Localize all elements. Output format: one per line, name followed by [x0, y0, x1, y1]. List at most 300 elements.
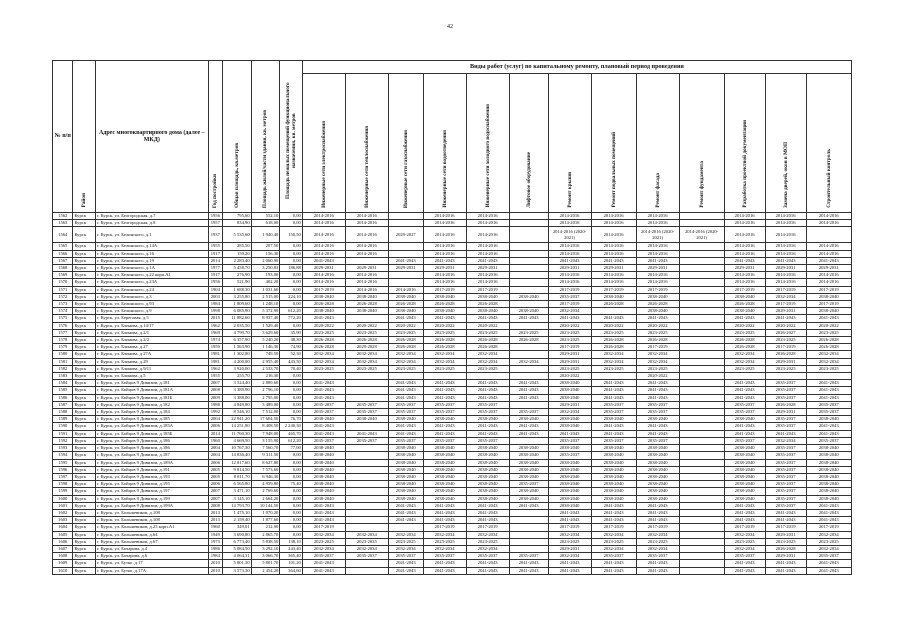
- row-work-period: [679, 243, 724, 250]
- row-work-period: 2023-2025: [765, 337, 806, 344]
- row-work-period: 2017-2019: [423, 524, 466, 531]
- row-work-period: 2035-2037: [388, 437, 423, 444]
- row-work-period: [679, 445, 724, 452]
- row-work-period: [388, 272, 423, 279]
- row-living-area: 1 529,40: [251, 322, 280, 329]
- row-work-period: 2029-2031: [423, 265, 466, 272]
- row-work-period: 2026-2028: [466, 337, 509, 344]
- row-work-period: 2032-2034: [636, 351, 679, 358]
- row-address: г. Курск, ул. Бутко, д.17: [95, 560, 208, 567]
- row-work-period: 2020-2022: [302, 322, 345, 329]
- row-work-period: 2038-2040: [466, 481, 509, 488]
- row-nonres-area: 772,20: [280, 315, 303, 322]
- row-work-period: 2035-2037: [591, 409, 636, 416]
- row-work-period: 2038-2040: [724, 488, 765, 495]
- row-work-period: 2038-2040: [724, 495, 765, 502]
- row-work-period: 2038-2040: [466, 416, 509, 423]
- row-work-period: 2014-2016: [548, 272, 591, 279]
- row-work-period: 2023-2025: [388, 538, 423, 545]
- row-work-period: 2026-2028: [466, 301, 509, 308]
- row-work-period: 2029-2031: [765, 531, 806, 538]
- row-total-area: 5 535,60: [222, 227, 251, 243]
- row-year: 2013: [208, 517, 222, 524]
- row-work-period: 2041-2043: [423, 509, 466, 516]
- row-living-area: 5 240,20: [251, 337, 280, 344]
- header-address: Адрес многоквартирного дома (далее – МКД): [95, 61, 208, 213]
- row-work-period: 2032-2034: [724, 351, 765, 358]
- row-work-period: 2032-2034: [591, 545, 636, 552]
- row-work-period: [724, 373, 765, 380]
- row-total-area: 3 145,10: [222, 495, 251, 502]
- row-year: 1960: [208, 437, 222, 444]
- row-district: Курск: [73, 373, 96, 380]
- row-work-period: 2038-2040: [591, 452, 636, 459]
- row-living-area: 193,00: [251, 272, 280, 279]
- header-work-6: Ремонт крыши: [548, 74, 591, 213]
- row-number: 1589: [53, 416, 73, 423]
- row-work-period: 2038-2040: [388, 488, 423, 495]
- row-work-period: [679, 373, 724, 380]
- row-work-period: 2023-2025: [548, 538, 591, 545]
- row-address: г. Курск, ул. Бойцов 9 Дивизии, д.186: [95, 437, 208, 444]
- row-work-period: 2017-2019: [765, 344, 806, 351]
- row-work-period: 2038-2040: [509, 466, 548, 473]
- row-district: Курск: [73, 524, 96, 531]
- row-year: 2006: [208, 459, 222, 466]
- row-work-period: 2038-2040: [509, 488, 548, 495]
- row-work-period: 2014-2016: [806, 243, 851, 250]
- row-work-period: 2023-2025: [636, 329, 679, 336]
- row-work-period: 2017-2019: [806, 524, 851, 531]
- row-work-period: 2029-2031: [548, 545, 591, 552]
- row-work-period: 2041-2043: [345, 430, 388, 437]
- row-year: 1917: [208, 250, 222, 257]
- row-number: 1600: [53, 495, 73, 502]
- row-work-period: 2041-2043: [423, 257, 466, 264]
- row-work-period: 2038-2040: [466, 473, 509, 480]
- row-year: 2015: [208, 315, 222, 322]
- row-district: Курск: [73, 250, 96, 257]
- row-work-period: [509, 538, 548, 545]
- row-work-period: 2014-2016: [345, 220, 388, 227]
- row-work-period: 2035-2037: [591, 437, 636, 444]
- row-work-period: 2032-2034: [636, 545, 679, 552]
- row-living-area: 2 454,20: [251, 567, 280, 574]
- row-work-period: 2038-2040: [466, 452, 509, 459]
- row-work-period: 2041-2043: [591, 257, 636, 264]
- row-work-period: [591, 308, 636, 315]
- row-work-period: 2038-2040: [636, 466, 679, 473]
- row-work-period: 2026-2028: [388, 344, 423, 351]
- row-nonres-area: 443,50: [280, 358, 303, 365]
- row-total-area: 2 159,40: [222, 517, 251, 524]
- row-number: 1608: [53, 553, 73, 560]
- row-work-period: 2041-2043: [636, 394, 679, 401]
- row-work-period: [765, 373, 806, 380]
- row-work-period: [679, 481, 724, 488]
- row-work-period: [679, 380, 724, 387]
- row-work-period: 2023-2025: [765, 538, 806, 545]
- row-work-period: 2017-2019: [548, 286, 591, 293]
- row-work-period: 2014-2016: [591, 272, 636, 279]
- row-living-area: 6 946,30: [251, 473, 280, 480]
- row-work-period: [509, 257, 548, 264]
- row-number: 1563: [53, 220, 73, 227]
- row-district: Курск: [73, 495, 96, 502]
- row-work-period: 2029-2031: [765, 308, 806, 315]
- row-work-period: 2041-2043: [548, 430, 591, 437]
- row-work-period: 2026-2028: [302, 344, 345, 351]
- row-work-period: 2041-2043: [466, 517, 509, 524]
- row-work-period: 2017-2019: [591, 524, 636, 531]
- row-work-period: 2035-2037: [765, 423, 806, 430]
- row-work-period: 2038-2040: [423, 293, 466, 300]
- row-work-period: [679, 337, 724, 344]
- row-work-period: 2035-2037: [765, 394, 806, 401]
- row-work-period: 2014-2016: [302, 213, 345, 220]
- row-work-period: 2026-2027: [765, 329, 806, 336]
- row-work-period: [345, 257, 388, 264]
- row-living-area: 2 865,70: [251, 531, 280, 538]
- table-row: [53, 272, 852, 279]
- row-district: Курск: [73, 545, 96, 552]
- row-work-period: [679, 213, 724, 220]
- row-living-area: 7 948,00: [251, 430, 280, 437]
- row-work-period: 2038-2040: [591, 466, 636, 473]
- row-work-period: 2026-2028: [636, 301, 679, 308]
- row-work-period: 2041-2043: [466, 257, 509, 264]
- row-work-period: 2041-2043: [302, 315, 345, 322]
- row-work-period: 2023-2025: [724, 365, 765, 372]
- row-total-area: 12 817,60: [222, 459, 251, 466]
- row-address: г. Курск, ул. Бойцов 9 Дивизии, д.191: [95, 466, 208, 473]
- row-work-period: 2038-2040: [509, 445, 548, 452]
- row-district: Курск: [73, 445, 96, 452]
- row-work-period: [345, 452, 388, 459]
- row-work-period: 2023-2025: [509, 329, 548, 336]
- table-row: [53, 430, 852, 437]
- row-work-period: 2017-2019: [765, 301, 806, 308]
- row-number: 1571: [53, 286, 73, 293]
- row-work-period: 2014-2016: [765, 227, 806, 243]
- row-work-period: 2023-2025: [806, 365, 851, 372]
- row-nonres-area: 0,00: [280, 531, 303, 538]
- row-total-area: 6 357,90: [222, 337, 251, 344]
- row-work-period: 2038-2040: [548, 466, 591, 473]
- row-work-period: 2041-2043: [466, 430, 509, 437]
- row-address: г. Курск, ул. Белинского, д.24: [95, 286, 208, 293]
- row-work-period: 2041-2043: [636, 567, 679, 574]
- row-work-period: 2041-2043: [806, 430, 851, 437]
- row-work-period: 2014-2016: [724, 272, 765, 279]
- row-nonres-area: 150,50: [280, 227, 303, 243]
- row-nonres-area: 0,00: [280, 213, 303, 220]
- row-work-period: 2032-2034: [548, 308, 591, 315]
- row-work-period: 2041-2043: [636, 380, 679, 387]
- row-work-period: 2035-2037: [765, 495, 806, 502]
- row-work-period: 2038-2040: [388, 495, 423, 502]
- row-total-area: 1 302,80: [222, 351, 251, 358]
- row-work-period: 2023-2025: [806, 329, 851, 336]
- row-address: г. Курск, ул. Белинского, д.1А: [95, 265, 208, 272]
- row-work-period: 2038-2040: [509, 459, 548, 466]
- row-work-period: 2014-2016: [636, 243, 679, 250]
- row-number: 1569: [53, 272, 73, 279]
- row-work-period: [466, 373, 509, 380]
- table-row: [53, 250, 852, 257]
- row-work-period: 2032-2034: [388, 531, 423, 538]
- row-address: г. Курск, ул. Блинова, д.27А: [95, 351, 208, 358]
- row-work-period: 2029-2031: [591, 265, 636, 272]
- row-address: г. Курск, ул. Бойцов 9 Дивизии, д.186: [95, 445, 208, 452]
- row-work-period: 2014-2016: [388, 286, 423, 293]
- row-work-period: 2029-2027: [388, 227, 423, 243]
- row-total-area: 5 801,30: [222, 560, 251, 567]
- row-district: Курск: [73, 488, 96, 495]
- row-work-period: 2026-2028: [591, 337, 636, 344]
- row-living-area: 2 515,00: [251, 293, 280, 300]
- row-work-period: 2014-2016: [636, 220, 679, 227]
- row-work-period: 2038-2040: [388, 308, 423, 315]
- table-row: [53, 524, 852, 531]
- row-address: г. Курск, ул. Большевиков, д.25 корп.А1: [95, 524, 208, 531]
- row-work-period: 2017-2019: [302, 524, 345, 531]
- row-number: 1562: [53, 213, 73, 220]
- row-work-period: 2041-2043: [466, 394, 509, 401]
- row-work-period: [509, 365, 548, 372]
- row-work-period: 2038-2040: [548, 481, 591, 488]
- row-total-area: 3 471,10: [222, 488, 251, 495]
- row-year: 1904: [208, 286, 222, 293]
- row-work-period: 2035-2037: [636, 437, 679, 444]
- row-work-period: 2038-2040: [724, 466, 765, 473]
- row-work-period: 2026-2028: [302, 301, 345, 308]
- row-district: Курск: [73, 257, 96, 264]
- row-work-period: 2035-2037: [302, 437, 345, 444]
- row-work-period: 2041-2043: [591, 430, 636, 437]
- row-living-area: 552,10: [251, 213, 280, 220]
- row-work-period: 2032-2034: [548, 409, 591, 416]
- row-total-area: 11 882,60: [222, 315, 251, 322]
- row-number: 1605: [53, 531, 73, 538]
- row-work-period: [679, 538, 724, 545]
- row-work-period: 2014-2016: [466, 227, 509, 243]
- row-work-period: [388, 250, 423, 257]
- row-work-period: 2017-2019: [466, 524, 509, 531]
- row-district: Курск: [73, 401, 96, 408]
- row-work-period: [679, 358, 724, 365]
- header-district: Район: [73, 61, 96, 213]
- row-total-area: 9 814,50: [222, 466, 251, 473]
- row-work-period: 2041-2043: [636, 430, 679, 437]
- row-work-period: [679, 279, 724, 286]
- row-living-area: 1 877,60: [251, 517, 280, 524]
- row-work-period: 2029-2031: [724, 265, 765, 272]
- row-year: 1981: [208, 351, 222, 358]
- row-work-period: [679, 531, 724, 538]
- row-living-area: 8 408,50: [251, 423, 280, 430]
- row-work-period: [679, 308, 724, 315]
- table-row: [53, 517, 852, 524]
- row-address: г. Курск, ул. Белгородская, д.7: [95, 213, 208, 220]
- row-work-period: 2029-2028: [345, 344, 388, 351]
- row-living-area: 7 573,60: [251, 466, 280, 473]
- row-work-period: 2038-2040: [509, 495, 548, 502]
- row-work-period: 2041-2043: [636, 257, 679, 264]
- row-work-period: 2026-2028: [724, 301, 765, 308]
- row-work-period: 2038-2040: [806, 416, 851, 423]
- table-row: [53, 423, 852, 430]
- row-work-period: [679, 452, 724, 459]
- row-work-period: 2041-2043: [806, 567, 851, 574]
- row-living-area: 5 801,70: [251, 560, 280, 567]
- row-work-period: 2038-2040: [466, 466, 509, 473]
- row-work-period: 2035-2037: [466, 409, 509, 416]
- row-year: 2014: [208, 430, 222, 437]
- row-nonres-area: 75,40: [280, 481, 303, 488]
- row-work-period: 2017-2019: [806, 301, 851, 308]
- row-year: 2007: [208, 495, 222, 502]
- row-total-area: 4 799,70: [222, 329, 251, 336]
- row-work-period: 2041-2043: [636, 502, 679, 509]
- row-work-period: 2041-2043: [388, 387, 423, 394]
- row-number: 1573: [53, 301, 73, 308]
- row-work-period: 2035-2037: [423, 401, 466, 408]
- row-nonres-area: 0,00: [280, 373, 303, 380]
- row-work-period: 2023-2025: [765, 365, 806, 372]
- row-address: г. Курск, ул. Белинского, д.16: [95, 250, 208, 257]
- row-work-period: 2032-2034: [423, 531, 466, 538]
- row-work-period: 2014-2016: [423, 227, 466, 243]
- row-work-period: 2041-2043: [724, 517, 765, 524]
- row-work-period: 2041-2043: [509, 567, 548, 574]
- row-work-period: 2041-2043: [388, 394, 423, 401]
- row-work-period: 2035-2037: [548, 293, 591, 300]
- row-work-period: 2017-2019: [591, 286, 636, 293]
- row-total-area: 2 283,40: [222, 257, 251, 264]
- row-work-period: 2041-2043: [724, 560, 765, 567]
- row-year: 2005: [208, 466, 222, 473]
- row-work-period: 2038-2040: [302, 293, 345, 300]
- row-work-period: 2038-2040: [388, 466, 423, 473]
- row-work-period: 2038-2040: [806, 452, 851, 459]
- row-living-area: 3 066,70: [251, 553, 280, 560]
- row-district: Курск: [73, 517, 96, 524]
- row-work-period: 2035-2037: [509, 553, 548, 560]
- row-work-period: 2020-2022: [345, 322, 388, 329]
- row-total-area: 4 200,00: [222, 358, 251, 365]
- table-row: [53, 473, 852, 480]
- row-work-period: 2014-2016: [806, 250, 851, 257]
- row-work-period: 2038-2040: [302, 466, 345, 473]
- row-total-area: 1 475,10: [222, 509, 251, 516]
- row-work-period: 2038-2040: [724, 452, 765, 459]
- row-living-area: 2 795,00: [251, 394, 280, 401]
- row-work-period: 2014-2016: [345, 272, 388, 279]
- row-work-period: 2026-2028: [636, 337, 679, 344]
- row-work-period: 2014-2016: [466, 220, 509, 227]
- row-total-area: 4 849,80: [222, 401, 251, 408]
- row-number: 1580: [53, 351, 73, 358]
- row-district: Курск: [73, 272, 96, 279]
- row-work-period: 2038-2040: [636, 452, 679, 459]
- row-work-period: 2038-2040: [724, 293, 765, 300]
- row-district: Курск: [73, 553, 96, 560]
- row-work-period: 2041-2043: [388, 315, 423, 322]
- row-work-period: 2023-2025: [591, 329, 636, 336]
- row-work-period: 2041-2043: [423, 315, 466, 322]
- table-row: [53, 329, 852, 336]
- row-district: Курск: [73, 387, 96, 394]
- row-work-period: [388, 213, 423, 220]
- table-row: [53, 265, 852, 272]
- row-work-period: 2038-2040: [591, 473, 636, 480]
- row-work-period: 2041-2043: [302, 502, 345, 509]
- row-living-area: 17 604,50: [251, 416, 280, 423]
- row-work-period: 2023-2025: [302, 329, 345, 336]
- row-district: Курск: [73, 531, 96, 538]
- row-work-period: 2038-2040: [591, 445, 636, 452]
- row-work-period: 2038-2040: [636, 488, 679, 495]
- row-work-period: 2038-2040: [548, 473, 591, 480]
- row-work-period: [679, 293, 724, 300]
- row-address: г. Курск, ул. Бойцов 9 Дивизии, д.181А: [95, 387, 208, 394]
- row-work-period: 2032-2034: [806, 531, 851, 538]
- row-work-period: 2041-2043: [806, 315, 851, 322]
- row-work-period: 2026-2028: [591, 301, 636, 308]
- row-work-period: 2014-2016: [466, 272, 509, 279]
- row-address: г. Курск, ул. Белинского, д.23А: [95, 279, 208, 286]
- row-work-period: [345, 502, 388, 509]
- row-work-period: 2038-2040: [302, 452, 345, 459]
- row-work-period: 2038-2040: [806, 308, 851, 315]
- row-work-period: 2017-2019: [765, 286, 806, 293]
- row-work-period: 2014-2016: [724, 213, 765, 220]
- row-district: Курск: [73, 227, 96, 243]
- row-living-area: 9 311,50: [251, 452, 280, 459]
- row-work-period: 2035-2037: [423, 437, 466, 444]
- row-address: г. Курск, ул. Белинского, д.93: [95, 301, 208, 308]
- row-work-period: 2014-2016: [302, 220, 345, 227]
- row-nonres-area: 365,40: [280, 553, 303, 560]
- row-year: 2007: [208, 488, 222, 495]
- row-work-period: 2023-2025: [806, 538, 851, 545]
- row-work-period: 2038-2040: [636, 495, 679, 502]
- row-living-area: 749,50: [251, 351, 280, 358]
- row-work-period: 2014-2016: [765, 243, 806, 250]
- row-living-area: 2 796,10: [251, 387, 280, 394]
- row-work-period: 2038-2040: [724, 459, 765, 466]
- row-work-period: 2017-2019: [548, 301, 591, 308]
- row-work-period: 2014-2016: [466, 243, 509, 250]
- row-work-period: 2014-2016 (2020-2021): [548, 227, 591, 243]
- row-work-period: [679, 466, 724, 473]
- row-work-period: [679, 301, 724, 308]
- header-work-1: Инженерные сети теплоснабжения: [345, 74, 388, 213]
- row-nonres-area: 0,00: [280, 452, 303, 459]
- row-district: Курск: [73, 365, 96, 372]
- row-address: г. Курск, ул. Бойцов 9 Дивизии, д.185: [95, 416, 208, 423]
- row-work-period: 2041-2043: [636, 560, 679, 567]
- row-work-period: 2017-2019: [548, 344, 591, 351]
- row-district: Курск: [73, 560, 96, 567]
- row-work-period: 2029-2031: [806, 265, 851, 272]
- row-work-period: 2014-2016: [423, 272, 466, 279]
- row-work-period: 2014-2016: [636, 279, 679, 286]
- table-row: [53, 394, 852, 401]
- row-number: 1576: [53, 322, 73, 329]
- row-work-period: 2032-2034: [591, 358, 636, 365]
